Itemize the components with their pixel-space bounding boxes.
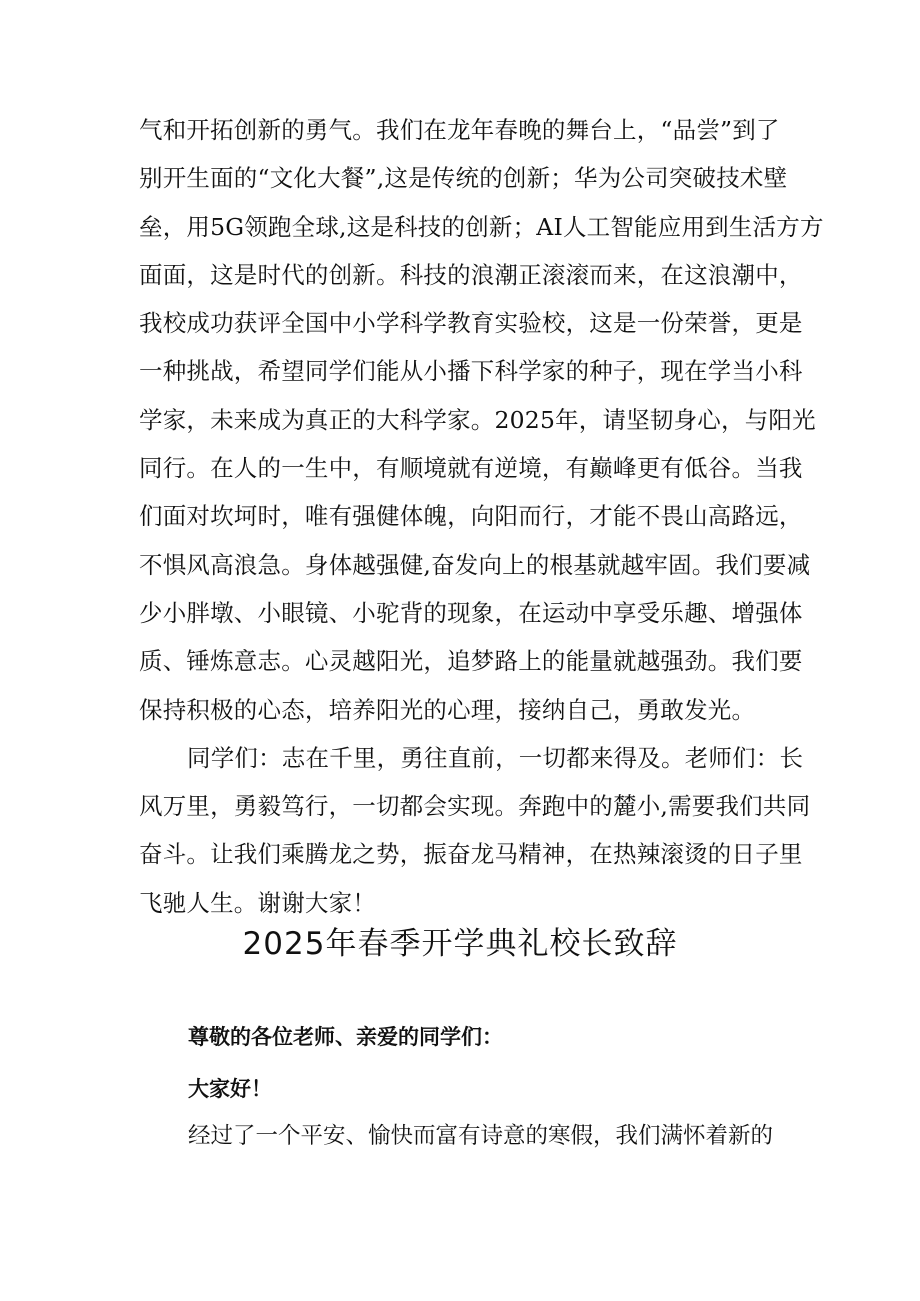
paragraph-line: 垒，用5G领跑全球,这是科技的创新；AI人工智能应用到生活方方	[139, 212, 824, 241]
paragraph-line: 质、锤炼意志。心灵越阳光，追梦路上的能量就越强劲。我们要	[139, 647, 803, 676]
opening-paragraph-line: 经过了一个平安、愉快而富有诗意的寒假，我们满怀着新的	[188, 1123, 774, 1149]
closing-paragraph-line: 风万里，勇毅笃行，一切都会实现。奔跑中的麓小,需要我们共同	[139, 792, 811, 821]
closing-paragraph-line: 奋斗。让我们乘腾龙之势，振奋龙马精神，在热辣滚烫的日子里	[139, 840, 803, 869]
greeting: 大家好！	[188, 1077, 272, 1101]
paragraph-line: 们面对坎坷时，唯有强健体魄，向阳而行，才能不畏山高路远，	[139, 502, 803, 531]
speech-body-continuation	[139, 106, 824, 927]
closing-paragraph-line: 飞驰人生。谢谢大家！	[139, 888, 376, 917]
paragraph-line: 面面，这是时代的创新。科技的浪潮正滚滚而来，在这浪潮中，	[139, 260, 803, 289]
paragraph-line: 少小胖墩、小眼镜、小驼背的现象，在运动中享受乐趣、增强体	[139, 598, 803, 627]
paragraph-line: 学家，未来成为真正的大科学家。2025年，请坚韧身心，与阳光	[139, 405, 816, 434]
paragraph-line: 气和开拓创新的勇气。我们在龙年春晚的舞台上，“品尝”到了	[139, 116, 780, 144]
speech-title: 2025年春季开学典礼校长致辞	[242, 926, 678, 962]
paragraph-line: 一种挑战，希望同学们能从小播下科学家的种子，现在学当小科	[139, 357, 803, 386]
paragraph-line: 保持积极的心态，培养阳光的心理，接纳自己，勇敢发光。	[139, 695, 756, 724]
paragraph-line: 同行。在人的一生中，有顺境就有逆境，有巅峰更有低谷。当我	[139, 454, 803, 483]
closing-paragraph-line: 同学们：志在千里，勇往直前，一切都来得及。老师们：长	[187, 743, 804, 772]
paragraph-line: 不惧风高浪急。身体越强健,奋发向上的根基就越牢固。我们要减	[139, 550, 811, 579]
paragraph-line: 我校成功获评全国中小学科学教育实验校，这是一份荣誉，更是	[139, 309, 803, 338]
salutation: 尊敬的各位老师、亲爱的同学们：	[188, 1025, 503, 1049]
paragraph-line: 别开生面的“文化大餐”,这是传统的创新；华为公司突破技术壁	[139, 164, 788, 193]
